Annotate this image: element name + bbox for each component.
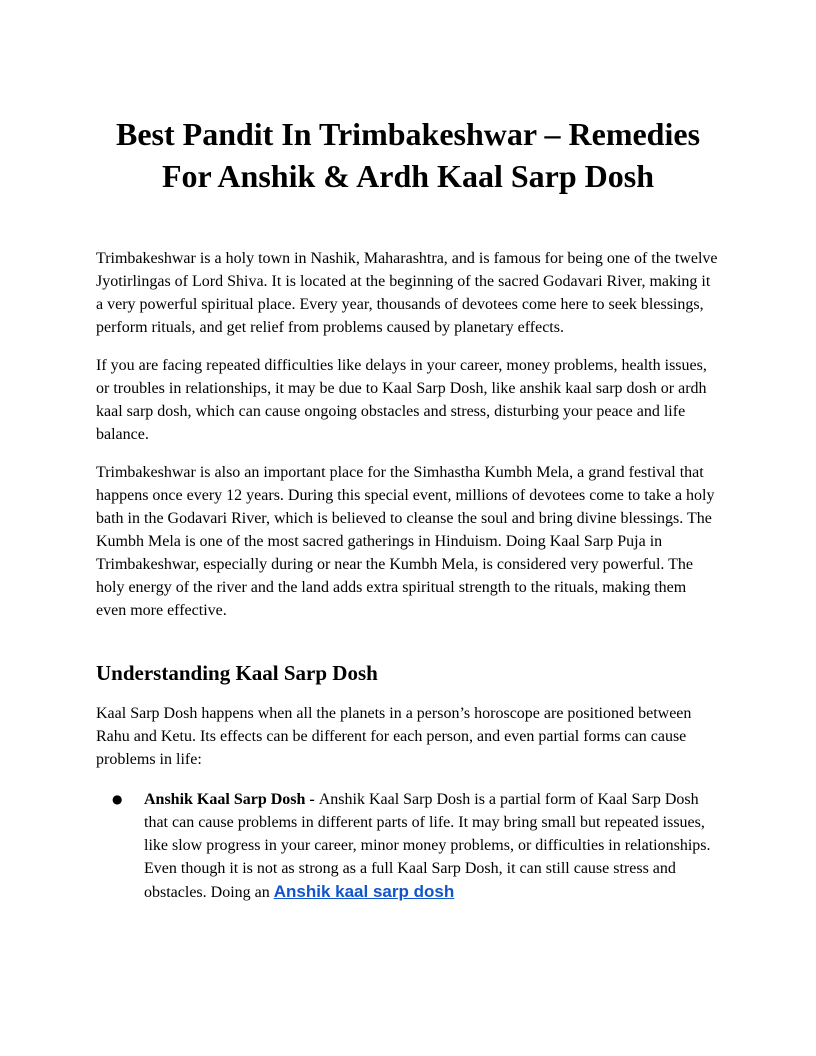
document-page <box>96 0 720 904</box>
section-intro-paragraph: Kaal Sarp Dosh happens when all the planets in a person’s horoscope are positioned between Rahu and Ketu. Its effects can be different for each person, and even partial forms can cause problems in life: <box>96 705 692 768</box>
anshik-kaal-sarp-dosh-link[interactable]: Anshik kaal sarp dosh <box>273 882 455 901</box>
title-line-2: For Anshik & Ardh Kaal Sarp Dosh <box>162 158 654 194</box>
intro-paragraph: Trimbakeshwar is a holy town in Nashik, Maharashtra, and is famous for being one of the twelve Jyotirlingas of Lord Shiva. It is located at the beginning of the sacred Godavari River, making it a very powerful spiritual place. Every year, thousands of devotees come here to seek blessings, perform rituals, and get relief from problems caused by planetary effects. <box>96 250 718 336</box>
bullet-icon: ● <box>112 792 123 806</box>
list-item-anshik <box>96 788 720 904</box>
list-item-text: Anshik Kaal Sarp Dosh is a partial form of Kaal Sarp Dosh that can cause problems in different parts of life. It may bring small but repeated issues, like slow progress in your career, minor money problems, or difficulties in relationships. Even though it is not as strong as a full Kaal Sarp Dosh, it can still cause stress and obstacles. Doing an <box>144 791 711 901</box>
title-line-1: Best Pandit In Trimbakeshwar – Remedies <box>115 116 701 152</box>
kumbh-mela-paragraph: Trimbakeshwar is also an important place for the Simhastha Kumbh Mela, a grand festival that happens once every 12 years. During this special event, millions of devotees come to take a holy bath in the Godavari River, which is believed to cleanse the soul and bring divine blessings. The Kumbh Mela is one of the most sacred gatherings in Hinduism. Doing Kaal Sarp Puja in Trimbakeshwar, especially during or near the Kumbh Mela, is considered very powerful. The holy energy of the river and the land adds extra spiritual strength to the rituals, making them even more effective. <box>96 464 715 619</box>
dosh-types-list <box>96 788 720 904</box>
section-heading: Understanding Kaal Sarp Dosh <box>96 661 378 685</box>
list-item-term: Anshik Kaal Sarp Dosh - <box>144 791 319 808</box>
difficulties-paragraph: If you are facing repeated difficulties like delays in your career, money problems, health issues, or troubles in relationships, it may be due to Kaal Sarp Dosh, like anshik kaal sarp dosh or ardh kaal sarp dosh, which can cause ongoing obstacles and stress, disturbing your peace and life balance. <box>96 357 707 443</box>
page-title <box>96 113 720 197</box>
